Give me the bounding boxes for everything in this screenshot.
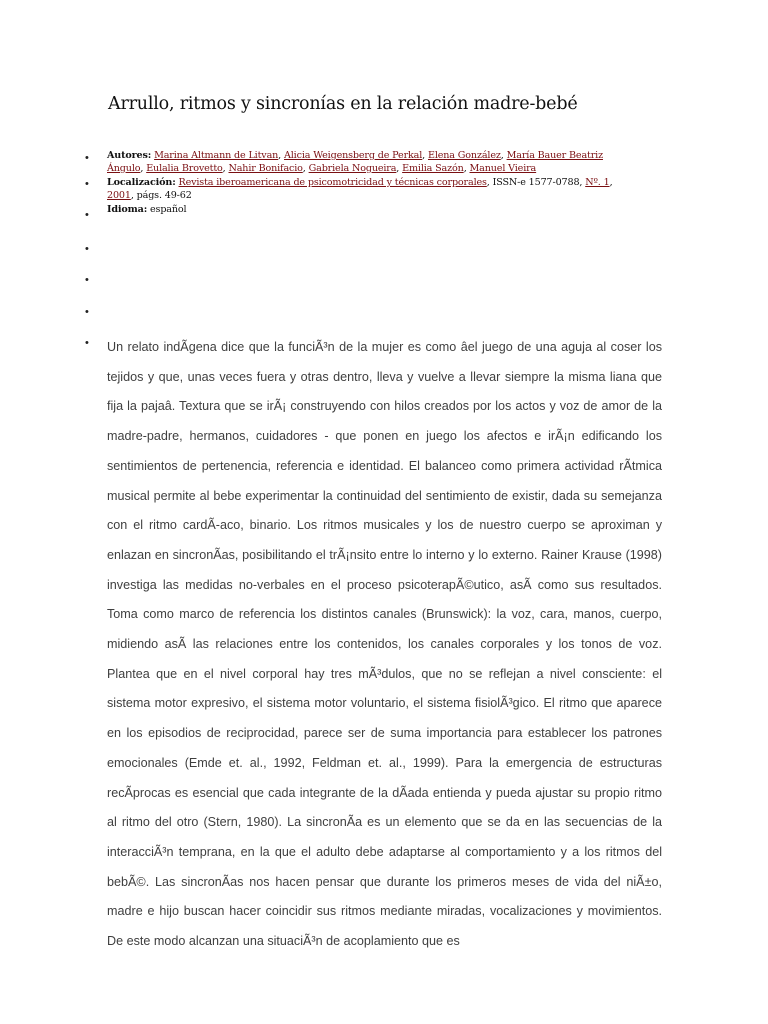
issn-text: , ISSN-e 1577-0788, <box>486 177 586 188</box>
metadata-list <box>107 150 627 219</box>
year-link[interactable]: 2001 <box>107 189 131 201</box>
location-label: Localización: <box>107 177 176 188</box>
author-link[interactable]: Eulalia Brovetto <box>146 162 223 174</box>
bullet-empty-3 <box>85 308 93 316</box>
author-link[interactable]: Elena González <box>427 150 501 161</box>
author-link[interactable]: Marina Altmann de Litvan <box>154 150 279 161</box>
issue-link[interactable]: Nº. 1 <box>585 177 610 188</box>
language-value: español <box>150 204 187 215</box>
language-row <box>107 204 627 217</box>
author-link[interactable]: Emilia Sazón <box>402 162 464 174</box>
bullet-body <box>85 339 93 347</box>
authors-label: Autores: <box>107 150 152 161</box>
authors-row: Autores: Marina Altmann de Litvan, Alicia Weigensberg de Perkal, Elena González, María Bauer Beatriz Ángulo, Eulalia Brovetto, Nahir Bonifacio, Gabriela Nogueira, Emilia Sazón, Manuel Vieira <box>107 150 603 174</box>
abstract-text: Un relato indÃgena dice que la funciÃ³n de la mujer es como âel juego de una aguja al coser los tejidos y que, unas veces fuera y otras dentro, lleva y vuelve a llevar siempre la misma liana que fija la pajaâ. Textura que se irÃ¡ construyendo con hilos creados por los actos y voz de amor de la madre-padre, hermanos, cuidadores - que ponen en juego los afectos e irÃ¡n edificando los sentimientos de pertenencia, referencia e identidad. El balanceo como primera actividad rÃtmica musical permite al bebe experimentar la continuidad del sentimiento de existir, dada su semejanza con el ritmo cardÃ-aco, binario. Los ritmos musicales y los de nuestro cuerpo se aproximan y enlazan en sincronÃas, posibilitando el trÃ¡nsito entre lo interno y lo externo. Rainer Krause (1998) investiga las medidas no-verbales en el proceso psicoterapÃ©utico, asÃ como sus resultados. Toma como marco de referencia los distintos canales (Brunswick): la voz, cara, manos, cuerpo, midiendo asÃ las relaciones entre los contenidos, los canales corporales y los tonos de voz. Plantea que en el nivel corporal hay tres mÃ³dulos, que no se reflejan a nivel consciente: el sistema motor expresivo, el sistema motor voluntario, el sistema fisiolÃ³gico. El ritmo que aparece en los episodios de reciprocidad, parece ser de suma importancia para establecer los patrones emocionales (Emde et. al., 1992, Feldman et. al., 1999). Para la emergencia de estructuras recÃprocas es esencial que cada integrante de la dÃada entienda y pueda ajustar su propio ritmo al ritmo del otro (Stern, 1980). La sincronÃa es un elemento que se da en las secuencias de la interacciÃ³n temprana, en la que el adulto debe adaptarse al comportamiento y a los ritmos del bebÃ©. Las sincronÃas nos hacen pensar que durante los primeros meses de vida del niÃ±o, madre e hijo buscan hacer coincidir sus ritmos mediante miradas, vocalizaciones y movimientos. De este modo alcanzan una situaciÃ³n de acoplamiento que es <box>107 340 662 949</box>
journal-link[interactable]: Revista iberoamericana de psicomotricidad y técnicas corporales <box>178 177 487 188</box>
author-link[interactable]: Manuel Vieira <box>469 162 537 174</box>
language-label: Idioma: <box>107 204 148 215</box>
author-link[interactable]: Alicia Weigensberg de Perkal <box>283 150 423 161</box>
author-link[interactable]: Nahir Bonifacio <box>228 162 303 174</box>
author-link[interactable]: Gabriela Nogueira <box>308 162 397 174</box>
bullet-authors <box>85 154 93 162</box>
page-title: Arrullo, ritmos y sincronías en la relación madre-bebé <box>108 94 578 114</box>
pages-text: , págs. 49-62 <box>130 189 192 201</box>
location-row: Localización: Revista iberoamericana de psicomotricidad y técnicas corporales, ISSN-e 1577-0788, Nº. 1, 2001, págs. 49-62 <box>107 177 613 201</box>
bullet-empty-1 <box>85 245 93 253</box>
author-link[interactable]: María Bauer Beatriz Ángulo <box>107 150 603 174</box>
bullet-location <box>85 180 93 188</box>
bullet-empty-2 <box>85 276 93 284</box>
bullet-language <box>85 211 93 219</box>
